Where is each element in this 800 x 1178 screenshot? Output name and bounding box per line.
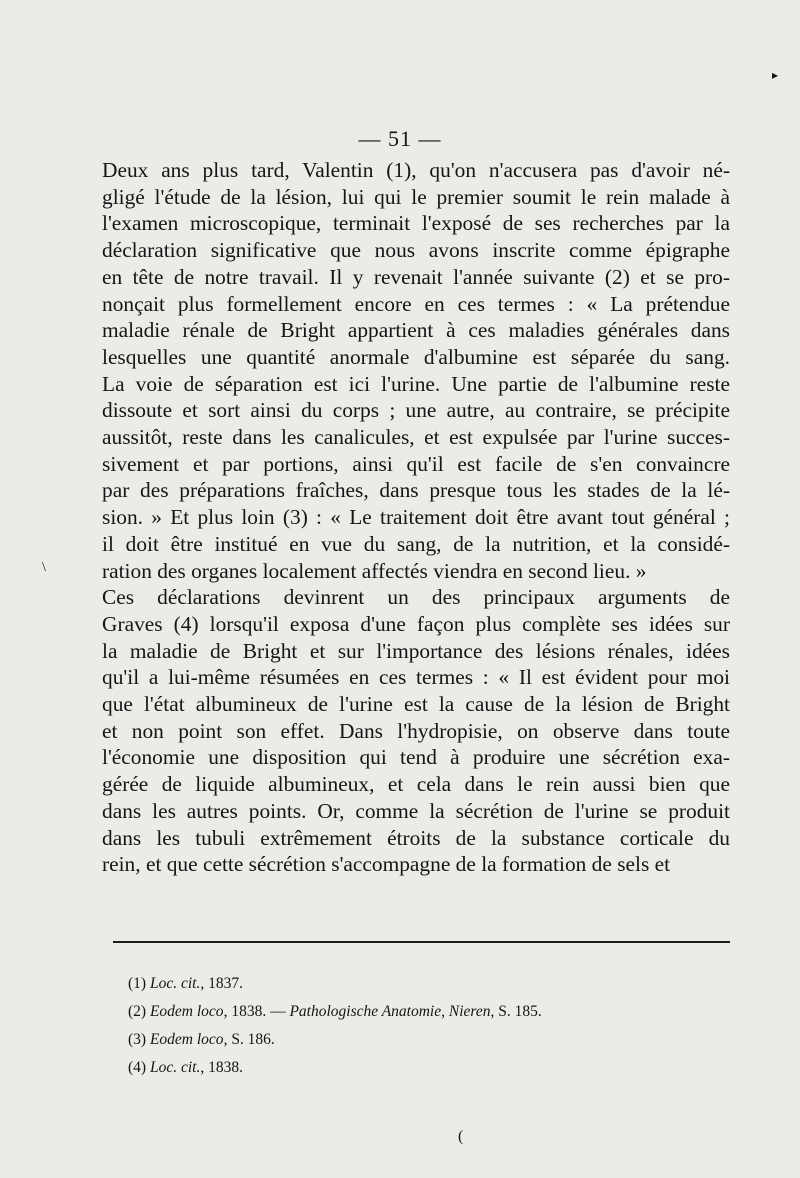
footnote-2 — [128, 998, 728, 1026]
footnote-number: (1) — [128, 975, 147, 992]
footnote-reference-2: Pathologische Anatomie, Nieren — [289, 1003, 491, 1020]
text-line: Graves (4) lorsqu'il exposa d'une façon plus complète ses idées sur — [102, 611, 730, 636]
footnote-detail: , 1837. — [200, 975, 243, 992]
footnote-number: (4) — [128, 1059, 147, 1076]
paragraph-2 — [80, 584, 730, 878]
footnote-separator — [113, 941, 730, 943]
footnote-reference: Eodem loco — [149, 1003, 224, 1020]
text-line: maladie rénale de Bright appartient à ces maladies générales dans — [102, 318, 730, 343]
footnote-number: (2) — [128, 1003, 147, 1020]
text-line: rein, et que cette sécrétion s'accompagne de la formation de sels et — [102, 852, 671, 877]
footnote-detail-2: , S. 185. — [490, 1003, 542, 1020]
text-line: sion. » Et plus loin (3) : « Le traitement doit être avant tout général ; — [102, 505, 730, 530]
footnote-number: (3) — [128, 1031, 147, 1048]
body-text — [80, 157, 730, 878]
text-line: gérée de liquide albumineux, et cela dans le rein aussi bien que — [102, 772, 730, 797]
text-line: Ces déclarations devinrent un des principaux arguments de — [102, 585, 730, 610]
text-line: qu'il a lui-même résumées en ces termes : « Il est évident pour moi — [102, 665, 730, 690]
corner-smudge: ▸ — [772, 68, 779, 82]
text-line: ration des organes localement affectés viendra en second lieu. » — [102, 558, 647, 583]
footnote-4 — [128, 1054, 728, 1082]
text-line: gligé l'étude de la lésion, lui qui le premier soumit le rein malade à — [102, 184, 730, 209]
footnote-3 — [128, 1026, 728, 1054]
text-line: par des préparations fraîches, dans presque tous les stades de la lé- — [102, 478, 730, 503]
text-line: sivement et par portions, ainsi qu'il est facile de s'en convaincre — [102, 451, 730, 476]
text-line: lesquelles une quantité anormale d'albumine est séparée du sang. — [102, 344, 730, 369]
paragraph-1 — [80, 157, 730, 584]
text-line: déclaration significative que nous avons inscrite comme épigraphe — [102, 238, 730, 263]
footnote-reference: Eodem loco — [149, 1031, 224, 1048]
text-line: La voie de séparation est ici l'urine. Une partie de l'albumine reste — [102, 371, 730, 396]
text-line: l'économie une disposition qui tend à produire une sécrétion exa- — [102, 745, 730, 770]
text-line: l'examen microscopique, terminait l'exposé de ses recherches par la — [102, 211, 730, 236]
bottom-mark: ( — [458, 1128, 464, 1145]
text-line: nonçait plus formellement encore en ces termes : « La prétendue — [102, 291, 730, 316]
footnote-detail: , 1838. — — [223, 1003, 290, 1020]
margin-mark: \ — [42, 560, 46, 575]
footnote-detail: , S. 186. — [223, 1031, 275, 1048]
footnote-reference: Loc. cit. — [149, 975, 201, 992]
text-line: dans les autres points. Or, comme la sécrétion de l'urine se produit — [102, 798, 730, 823]
footnotes-list — [128, 970, 728, 1082]
footnote-detail: , 1838. — [200, 1059, 243, 1076]
text-line: il doit être institué en vue du sang, de la nutrition, et la considé- — [102, 531, 730, 556]
text-line: Deux ans plus tard, Valentin (1), qu'on n'accusera pas d'avoir né- — [102, 158, 730, 182]
page-number: — 51 — — [358, 126, 442, 151]
text-line: que l'état albumineux de l'urine est la cause de la lésion de Bright — [102, 692, 730, 717]
text-line: et non point son effet. Dans l'hydropisie, on observe dans toute — [102, 718, 730, 743]
footnote-reference: Loc. cit. — [149, 1059, 201, 1076]
text-line: dans les tubuli extrêmement étroits de la substance corticale du — [102, 825, 730, 850]
text-line: la maladie de Bright et sur l'importance des lésions rénales, idées — [102, 638, 730, 663]
text-line: aussitôt, reste dans les canalicules, et est expulsée par l'urine succes- — [102, 425, 730, 450]
footnote-1 — [128, 970, 728, 998]
text-line: dissoute et sort ainsi du corps ; une autre, au contraire, se précipite — [102, 398, 730, 423]
text-line: en tête de notre travail. Il y revenait l'année suivante (2) et se pro- — [102, 264, 730, 289]
